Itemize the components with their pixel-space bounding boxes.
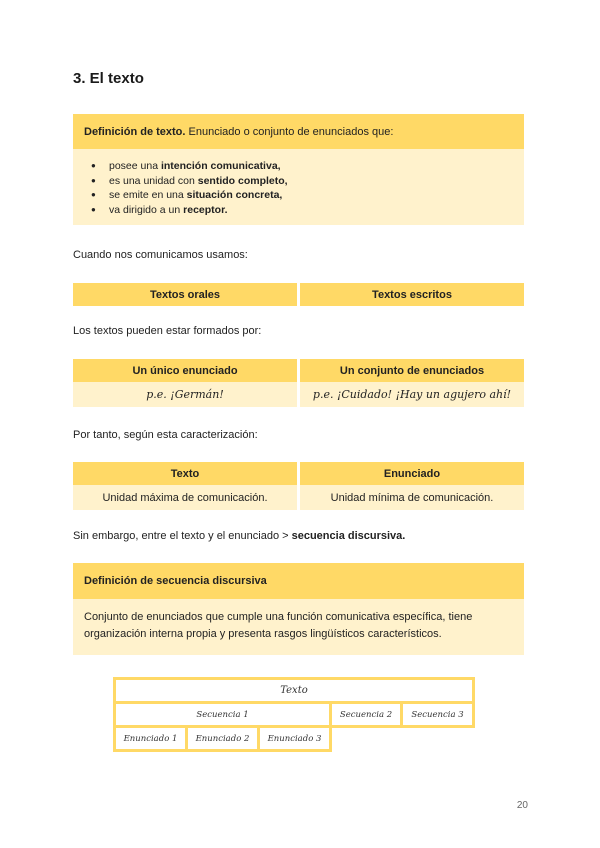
tree-sequence-cell: Secuencia 3 [403,704,475,728]
table-cell: Unidad máxima de comunicación. [73,485,297,510]
definition-body [73,149,524,225]
definition-header [73,114,524,149]
text-structure-diagram [113,677,475,752]
page-number: 20 [516,800,528,811]
text-types-table [70,283,527,306]
tree-root-cell: Texto [116,680,475,704]
comparison-table [70,462,527,510]
table-header-cell: Un único enunciado [73,359,297,382]
table-header-cell: Texto [73,462,297,485]
section-title: 3. El texto [73,70,144,87]
paragraph: Los textos pueden estar formados por: [73,325,262,337]
list-item: ● posee una intención comunicativa, [73,159,524,174]
text-forms-table [70,359,527,407]
tree-utterance-cell: Enunciado 3 [260,728,332,752]
definition-lead: Enunciado o conjunto de enunciados que: [185,125,394,138]
table-cell: Unidad mínima de comunicación. [300,485,524,510]
tree-sequence-cell: Secuencia 2 [332,704,403,728]
tree-sequence-cell: Secuencia 1 [116,704,332,728]
table-header-cell: Textos escritos [300,283,524,306]
sequence-definition-box [73,563,524,655]
table-cell: p.e. ¡Cuidado! ¡Hay un agujero ahí! [300,382,524,407]
definition-title: Definición de texto. [84,125,186,138]
definition-list [73,159,524,217]
definition-box [73,114,524,225]
table-header-cell: Textos orales [73,283,297,306]
list-item: ● es una unidad con sentido completo, [73,174,524,189]
tree-utterance-cell: Enunciado 2 [188,728,260,752]
paragraph: Por tanto, según esta caracterización: [73,429,258,441]
table-cell: p.e. ¡Germán! [73,382,297,407]
list-item: ● va dirigido a un receptor. [73,203,524,218]
sequence-body: Conjunto de enunciados que cumple una función comunicativa específica, tiene organización interna propia y presenta rasgos lingüísticos característicos. [73,599,524,655]
paragraph: Cuando nos comunicamos usamos: [73,249,248,261]
tree-utterance-cell: Enunciado 1 [116,728,188,752]
sequence-header: Definición de secuencia discursiva [73,563,524,599]
table-header-cell: Un conjunto de enunciados [300,359,524,382]
paragraph: Sin embargo, entre el texto y el enunciado > secuencia discursiva. [73,530,406,542]
table-header-cell: Enunciado [300,462,524,485]
list-item: ● se emite en una situación concreta, [73,188,524,203]
